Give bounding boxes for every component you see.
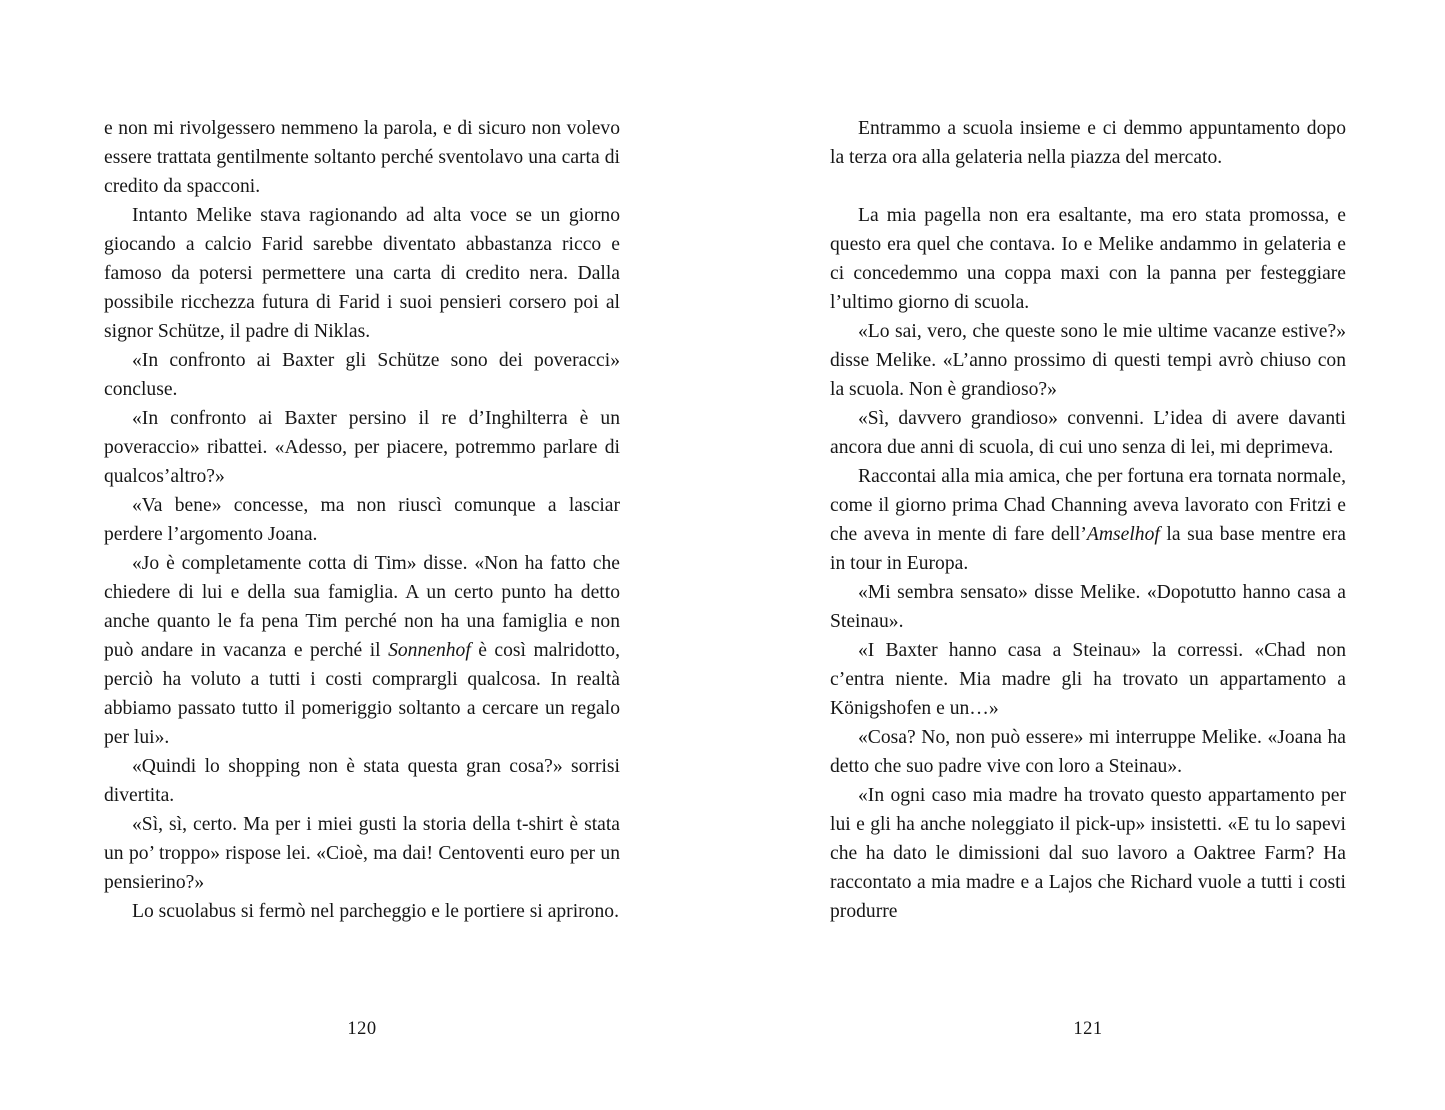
text-run: «I Baxter hanno casa a Steinau» la corressi. «Chad non c’entra niente. Mia madre gli ha trovato un appartamento a Königshofen e un…» <box>830 640 1346 719</box>
text-run: La mia pagella non era esaltante, ma ero stata promossa, e questo era quel che contava. Io e Melike andammo in gelateria e ci concedemmo una coppa maxi con la panna per festeggiare l’ultimo giorno di scuola. <box>830 205 1346 313</box>
page-right-text <box>830 114 1346 926</box>
text-run: è così malridotto, perciò ha voluto a tutti i costi comprargli qualcosa. In realtà abbiamo passato tutto il pomeriggio soltanto a cercare un regalo per lui». <box>104 640 621 748</box>
text-run: «Quindi lo shopping non è stata questa gran cosa?» sorrisi divertita. <box>104 756 620 806</box>
paragraph <box>104 201 620 346</box>
text-run: «Sì, davvero grandioso» convenni. L’idea di avere davanti ancora due anni di scuola, di cui uno senza di lei, mi deprimeva. <box>830 408 1346 458</box>
text-run: «Va bene» concesse, ma non riuscì comunque a lasciar perdere l’argomento Joana. <box>104 495 620 545</box>
text-run: «In confronto ai Baxter persino il re d’Inghilterra è un poveraccio» ribattei. «Adesso, per piacere, potremmo parlare di qualcos’altro?» <box>104 408 620 487</box>
text-run: «Jo è completamente cotta di Tim» disse. «Non ha fatto che chiedere di lui e della sua famiglia. A un certo punto ha detto anche quanto le fa pena Tim perché non ha una famiglia e non può andare in vacanza e perché il <box>104 553 620 661</box>
text-run: «Mi sembra sensato» disse Melike. «Dopotutto hanno casa a Steinau». <box>830 582 1346 632</box>
italic-text-run: Sonnenhof <box>388 640 471 661</box>
text-run: «Lo sai, vero, che queste sono le mie ultime vacanze estive?» disse Melike. «L’anno prossimo di questi tempi avrò chiuso con la scuola. Non è grandioso?» <box>830 321 1346 400</box>
paragraph <box>830 201 1346 317</box>
text-run: Intanto Melike stava ragionando ad alta voce se un giorno giocando a calcio Farid sarebbe diventato abbastanza ricco e famoso da potersi permettere una carta di credito nera. Dalla possibile ricchezza futura di Farid i suoi pensieri corsero poi al signor Schütze, il padre di Niklas. <box>104 205 620 342</box>
text-run: Lo scuolabus si fermò nel parcheggio e le portiere si aprirono. <box>132 901 619 922</box>
paragraph <box>830 578 1346 636</box>
text-run: la sua base mentre era in tour in Europa. <box>830 524 1346 574</box>
paragraph <box>104 549 620 752</box>
page-right <box>722 0 1445 1110</box>
paragraph <box>104 810 620 897</box>
page-left-number: 120 <box>347 1019 377 1039</box>
text-run: «Cosa? No, non può essere» mi interruppe Melike. «Joana ha detto che suo padre vive con loro a Steinau». <box>830 727 1346 777</box>
page-right-number: 121 <box>1073 1019 1103 1039</box>
text-run: «Sì, sì, certo. Ma per i miei gusti la storia della t-shirt è stata un po’ troppo» rispose lei. «Cioè, ma dai! Centoventi euro per un pensierino?» <box>104 814 620 893</box>
paragraph <box>104 491 620 549</box>
paragraph <box>830 404 1346 462</box>
paragraph <box>104 346 620 404</box>
paragraph <box>830 114 1346 172</box>
paragraph <box>830 723 1346 781</box>
text-run: e non mi rivolgessero nemmeno la parola, e di sicuro non volevo essere trattata gentilmente soltanto perché sventolavo una carta di credito da spacconi. <box>104 118 620 197</box>
text-run: Raccontai alla mia amica, che per fortuna era tornata normale, come il giorno prima Chad Channing aveva lavorato con Fritzi e che aveva in mente di fare dell’ <box>830 466 1346 545</box>
paragraph <box>104 404 620 491</box>
italic-text-run: Amselhof <box>1086 524 1160 545</box>
page-left-text <box>104 114 620 926</box>
text-run: «In confronto ai Baxter gli Schütze sono dei poveracci» concluse. <box>104 350 620 400</box>
paragraph <box>830 317 1346 404</box>
text-run: «In ogni caso mia madre ha trovato questo appartamento per lui e gli ha anche noleggiato il pick-up» insistetti. «E tu lo sapevi che ha dato le dimissioni dal suo lavoro a Oaktree Farm? Ha raccontato a mia madre e a Lajos che Richard vuole a tutti i costi produrre <box>830 785 1346 922</box>
paragraph <box>830 781 1346 926</box>
paragraph <box>104 114 620 201</box>
paragraph <box>104 752 620 810</box>
paragraph <box>830 462 1346 578</box>
paragraph <box>104 897 620 926</box>
text-run: Entrammo a scuola insieme e ci demmo appuntamento dopo la terza ora alla gelateria nella piazza del mercato. <box>830 118 1346 168</box>
paragraph <box>830 636 1346 723</box>
